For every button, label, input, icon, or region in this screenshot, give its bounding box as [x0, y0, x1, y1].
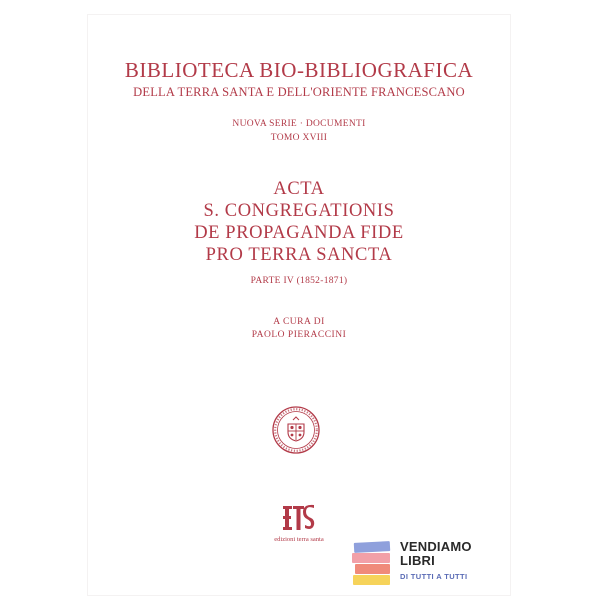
watermark-line-2: LIBRI [400, 553, 435, 568]
series-subtitle: DELLA TERRA SANTA E DELL'ORIENTE FRANCESCANO [133, 85, 465, 99]
publisher-name: edizioni terra santa [274, 535, 324, 543]
editor-name: PAOLO PIERACCINI [251, 330, 347, 340]
books-stack-icon [352, 540, 392, 586]
part-label: PARTE IV (1852-1871) [250, 276, 348, 286]
book-title-line-3: DE PROPAGANDA FIDE [194, 223, 404, 243]
volume-number: TOMO XVIII [270, 133, 328, 143]
vendiamo-libri-watermark [349, 538, 489, 588]
book-title-line-4: PRO TERRA SANCTA [205, 245, 393, 265]
series-info: NUOVA SERIE · DOCUMENTI [232, 119, 366, 129]
watermark-line-3: DI TUTTI A TUTTI [400, 572, 468, 581]
watermark-line-1: VENDIAMO [400, 539, 472, 554]
book-title-line-1: ACTA [273, 179, 325, 199]
book-cover [88, 15, 510, 595]
seal-emblem-icon [271, 405, 321, 455]
book-title-line-2: S. CONGREGATIONIS [203, 201, 395, 221]
editor-label: A CURA DI [273, 317, 325, 327]
series-title: BIBLIOTECA BIO-BIBLIOGRAFICA [124, 58, 474, 82]
publisher-logo-icon [278, 500, 318, 540]
